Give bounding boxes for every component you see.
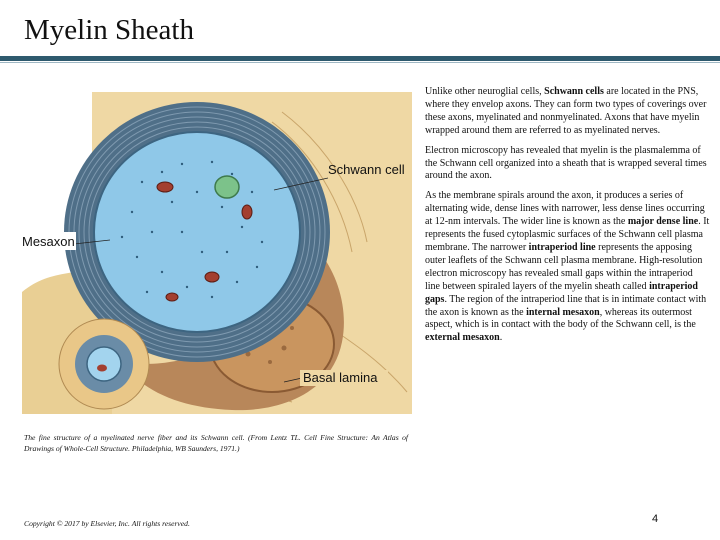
label-schwann-cell: Schwann cell	[328, 162, 405, 177]
myelin-illustration	[22, 92, 412, 414]
myelin-figure	[22, 92, 412, 414]
paragraph-electron-microscopy: Electron microscopy has revealed that myelin is the plasmalemma of the Schwann cell organized into a sheath that is wrapped several times around the axon.	[425, 144, 707, 182]
page-number: 4	[652, 513, 659, 525]
slide-title: Myelin Sheath	[24, 14, 194, 46]
figure-caption: The fine structure of a myelinated nerve fiber and its Schwann cell. (From Lentz TL. Cell Fine Structure: An Atlas of Drawings of Whole-Cell Structure. Philadelphia, WB Saunders, 1971.)	[24, 433, 408, 453]
body-text	[425, 86, 710, 352]
paragraph-membrane-spirals: As the membrane spirals around the axon, it produces a series of alternating wide, dense lines with narrower, less dense lines occurring at 12-nm intervals. The wider line is known as the major dense line. It represents the fused cytoplasmic surfaces of the Schwann cell plasma membrane. The narrower intraperiod line represents the apposing outer leaflets of the Schwann cell plasma membrane. High-resolution electron microscopy has revealed small gaps within the intraperiod line between spiraled layers of the myelin sheath called intraperiod gaps. The region of the intraperiod line that is in intimate contact with the axon is known as the internal mesaxon, whereas its outermost aspect, which is in contact with the body of the Schwann cell, is the external mesaxon.	[425, 190, 710, 344]
label-basal-lamina: Basal lamina	[303, 370, 378, 385]
vesicle-green	[215, 176, 239, 198]
title-rule	[0, 56, 720, 61]
small-fiber-mitochondrion	[97, 365, 107, 372]
label-mesaxon: Mesaxon	[22, 234, 75, 249]
title-rule-thin	[0, 62, 720, 63]
copyright-notice: Copyright © 2017 by Elsevier, Inc. All rights reserved.	[24, 519, 190, 528]
axoplasm	[94, 132, 300, 332]
small-fiber-axon	[87, 347, 121, 381]
paragraph-schwann-cells: Unlike other neuroglial cells, Schwann cells are located in the PNS, where they envelop axons. They can form two types of coverings over these axons, myelinated and nonmyelinated. Axons that have myelin wrapped around them are referred to as myelinated nerves.	[425, 86, 707, 136]
